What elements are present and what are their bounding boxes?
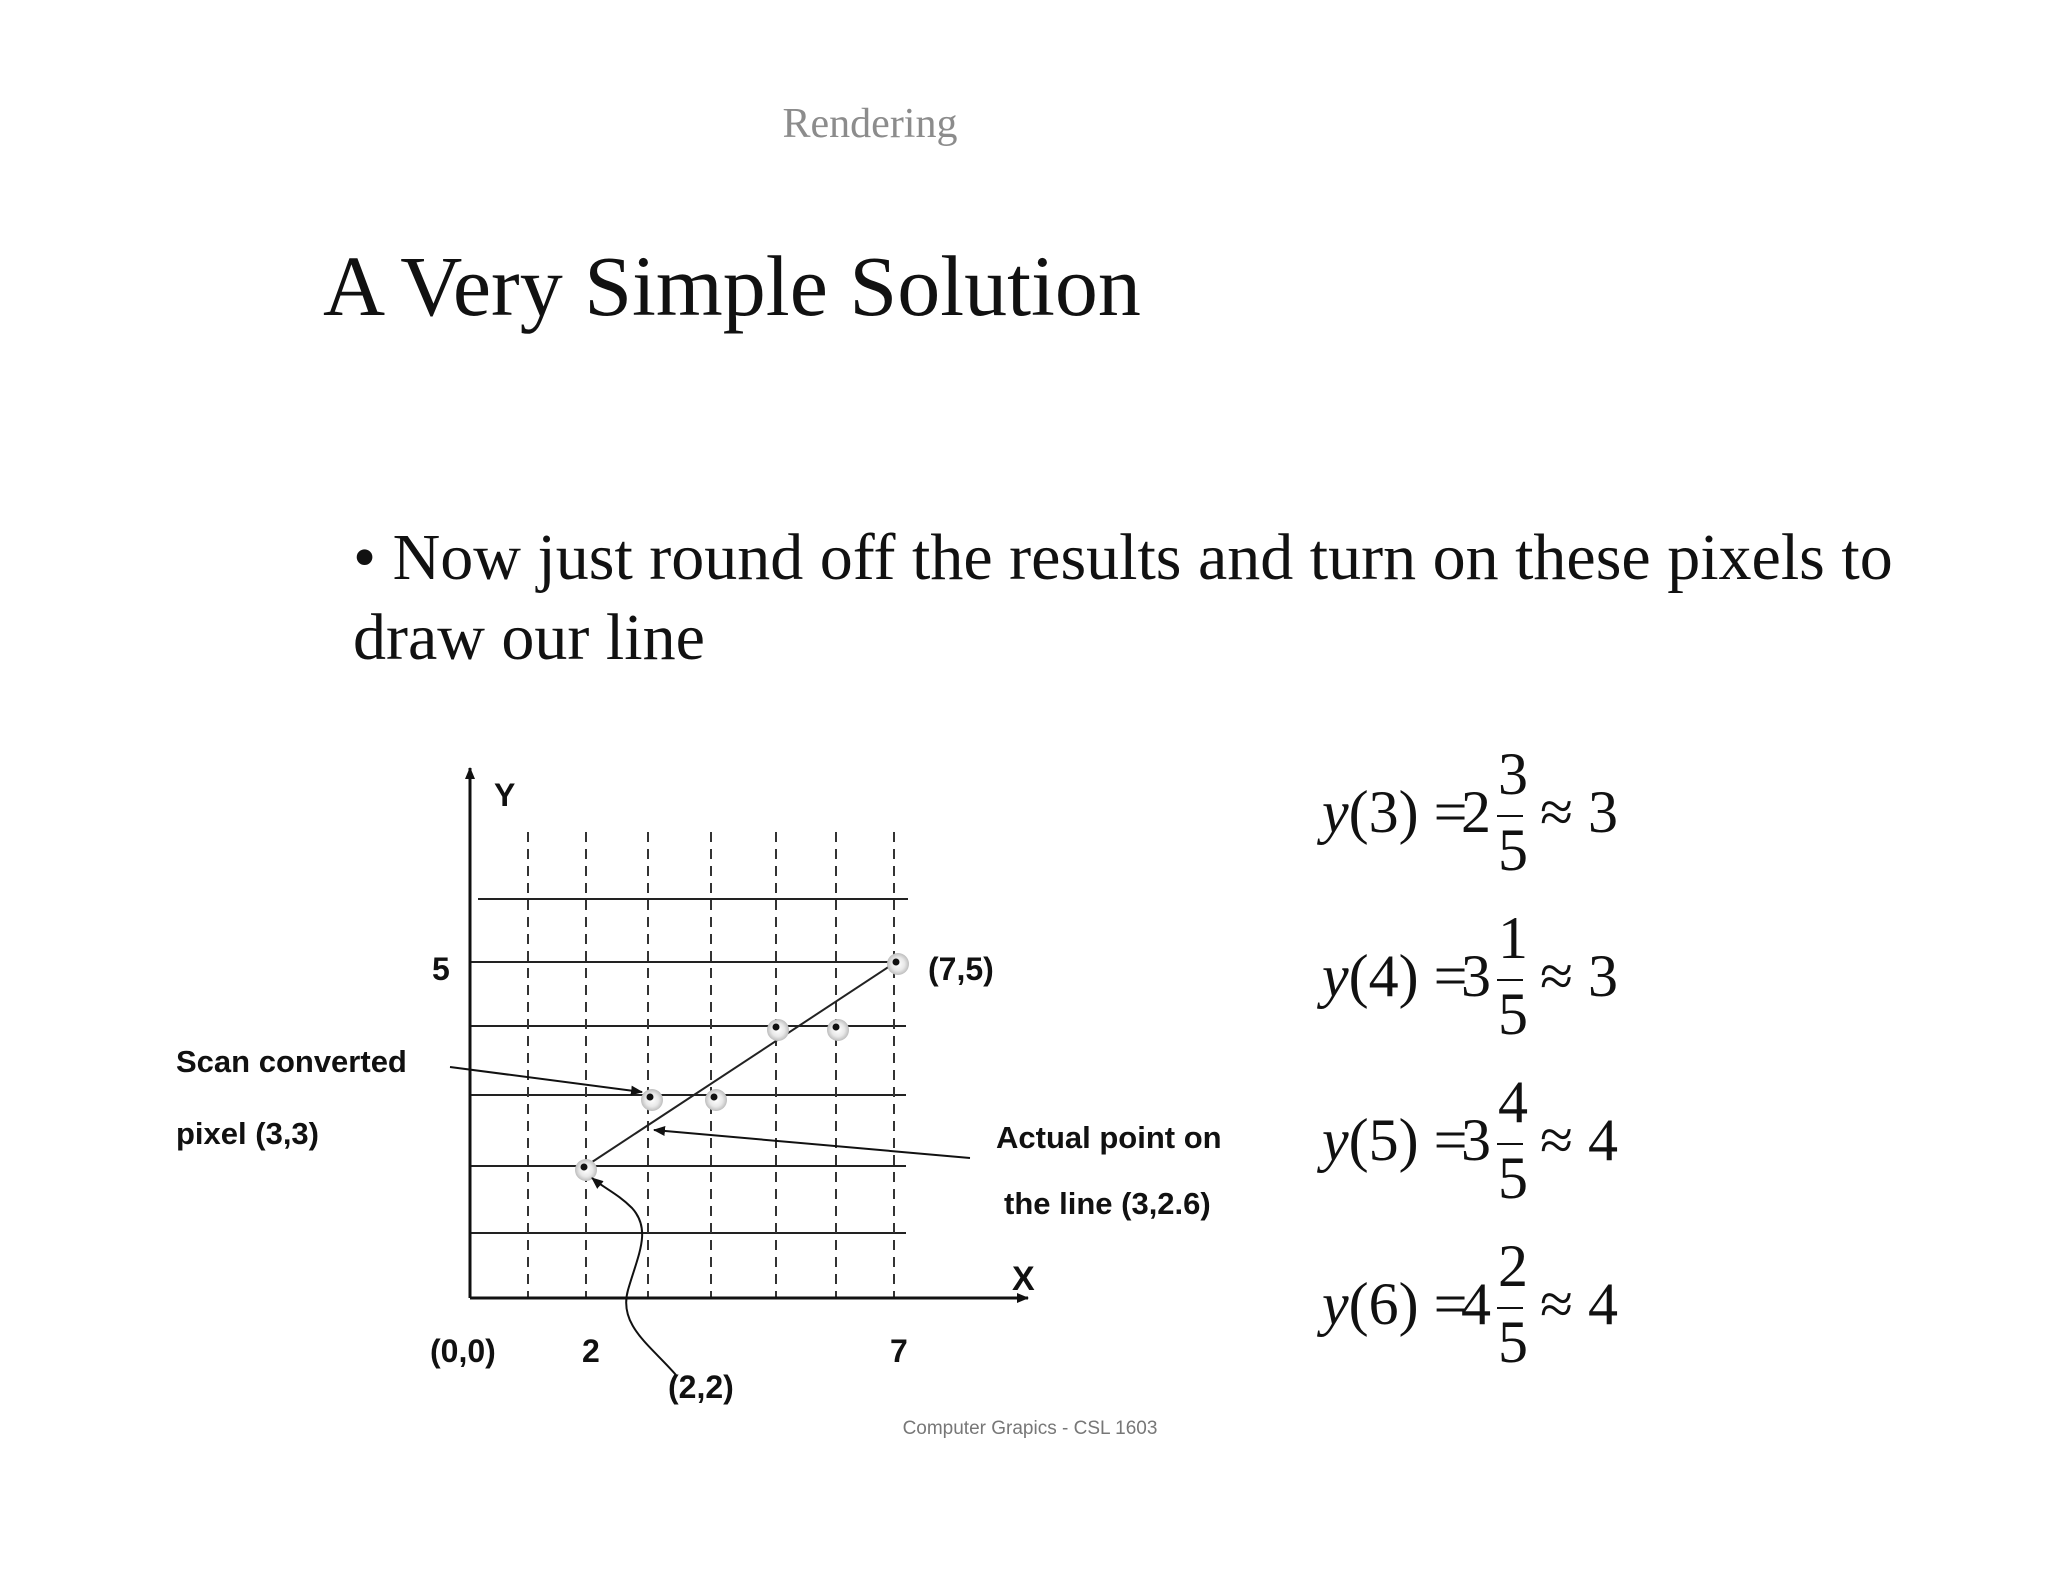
x-axis-label: X <box>1012 1260 1035 1298</box>
fraction-denominator: 5 <box>1498 981 1528 1047</box>
equation-result: 4 <box>1588 1107 1618 1173</box>
pixel-dot <box>827 1019 849 1041</box>
fraction-denominator: 5 <box>1498 1309 1528 1375</box>
fraction-numerator: 2 <box>1498 1233 1528 1299</box>
equation-whole: 4 <box>1461 1271 1491 1337</box>
fraction-numerator: 3 <box>1498 741 1528 807</box>
approx-symbol: ≈ <box>1540 1107 1573 1173</box>
end-point-label: (7,5) <box>928 951 994 987</box>
actual-line <box>586 962 896 1166</box>
equation-result: 4 <box>1588 1271 1618 1337</box>
pixel-dot <box>767 1019 789 1041</box>
equation-lhs: y(5) = <box>1322 1107 1468 1173</box>
bullet-text: • Now just round off the results and turn on these pixels to draw our line <box>353 521 1893 674</box>
fraction-denominator: 5 <box>1498 1145 1528 1211</box>
slide-title: A Very Simple Solution <box>323 238 1141 334</box>
fraction-denominator: 5 <box>1498 817 1528 883</box>
actual-point-label-line1: Actual point on <box>996 1120 1222 1155</box>
pixel-dot <box>705 1089 727 1111</box>
slide-footer: Computer Grapics - CSL 1603 <box>902 1418 1158 1439</box>
equation-lhs: y(6) = <box>1322 1271 1468 1337</box>
pixel-dot <box>641 1089 663 1111</box>
x-tick-7: 7 <box>890 1333 908 1369</box>
x-tick-2: 2 <box>582 1333 600 1369</box>
scan-converted-label-line1: Scan converted <box>176 1044 407 1079</box>
y-tick-5: 5 <box>432 951 450 987</box>
scan-converted-label-line2: pixel (3,3) <box>176 1116 319 1151</box>
approx-symbol: ≈ <box>1540 943 1573 1009</box>
equation-result: 3 <box>1588 779 1618 845</box>
start-point-arrow <box>592 1178 676 1375</box>
pixel-dot <box>887 953 909 975</box>
actual-point-label-line2: the line (3,2.6) <box>1004 1186 1211 1221</box>
horizontal-grid-lines <box>470 899 908 1233</box>
equation-lhs: y(3) = <box>1322 779 1468 845</box>
actual-point-arrow <box>654 1130 970 1158</box>
equation-whole: 2 <box>1461 779 1491 845</box>
fraction-numerator: 1 <box>1498 905 1528 971</box>
fraction-numerator: 4 <box>1498 1069 1528 1135</box>
vertical-dashed-grid-lines <box>528 832 894 1298</box>
equation-result: 3 <box>1588 943 1618 1009</box>
start-point-label: (2,2) <box>668 1369 734 1405</box>
equation-whole: 3 <box>1461 1107 1491 1173</box>
equation-whole: 3 <box>1461 943 1491 1009</box>
scan-pixel-arrow <box>450 1067 642 1092</box>
pixel-dot <box>575 1159 597 1181</box>
y-axis-label: Y <box>494 777 516 813</box>
approx-symbol: ≈ <box>1540 1271 1573 1337</box>
slide-header: Rendering <box>782 101 958 147</box>
equation-lhs: y(4) = <box>1322 943 1468 1009</box>
origin-label: (0,0) <box>430 1333 496 1369</box>
approx-symbol: ≈ <box>1540 779 1573 845</box>
